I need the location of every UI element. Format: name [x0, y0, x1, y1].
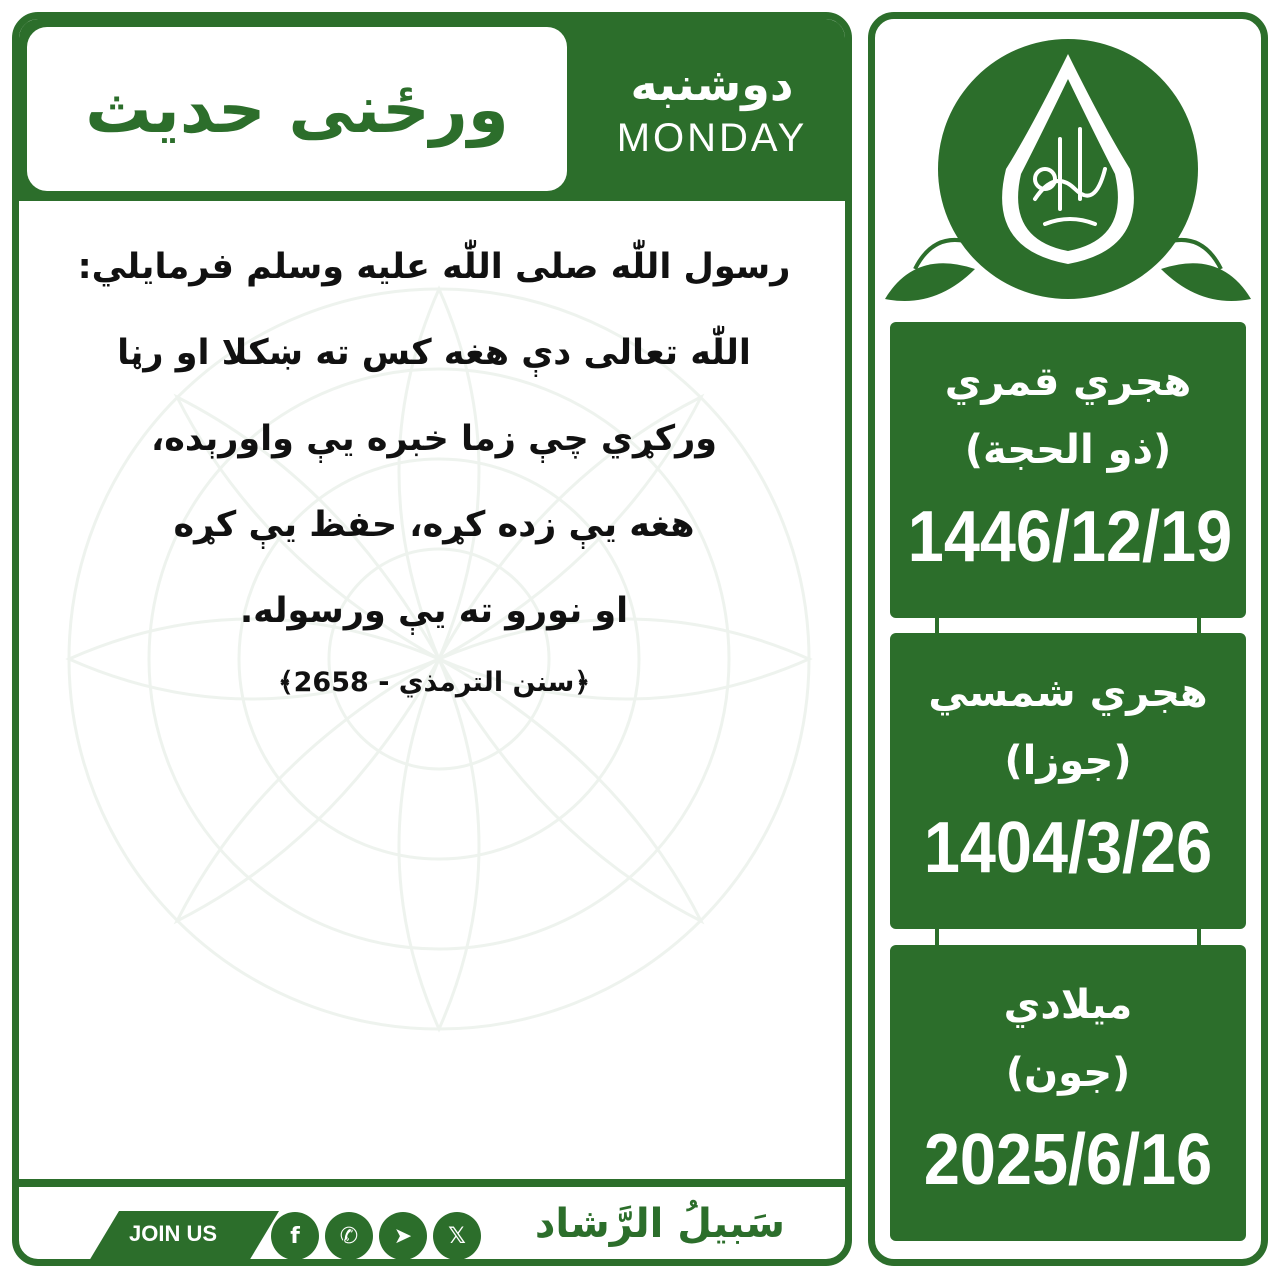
- hijri-solar-date: 1404/3/26: [923, 808, 1213, 888]
- card-connector: [1197, 929, 1201, 945]
- hadith-line: اللّٰه تعالی دې هغه کس ته ښکلا او رڼا: [117, 333, 751, 373]
- day-box: [579, 19, 845, 201]
- card-connector: [935, 929, 939, 945]
- gregorian-date: 2025/6/16: [923, 1120, 1213, 1200]
- facebook-icon[interactable]: f: [271, 1212, 319, 1260]
- x-icon[interactable]: 𝕏: [433, 1212, 481, 1260]
- hijri-solar-label: هجري شمسي: [928, 670, 1208, 716]
- hadith-source: ﴿سنن الترمذي - 2658﴾: [277, 667, 591, 698]
- telegram-icon[interactable]: ➤: [379, 1212, 427, 1260]
- calendar-panel: [868, 12, 1268, 1266]
- hadith-line: هغه یې زده کړه، حفظ یې کړه: [173, 505, 695, 545]
- hijri-lunar-month: (ذو الحجة): [964, 427, 1172, 473]
- hijri-solar-month: (جوزا): [1004, 738, 1132, 784]
- footer-brand: سَبیلُ الرَّشاد: [534, 1201, 785, 1247]
- footer-divider: [19, 1179, 845, 1187]
- title-box: [27, 27, 567, 191]
- hadith-line: ورکړي چې زما خبره یې واورېده،: [150, 419, 718, 459]
- hijri-lunar-date: 1446/12/19: [907, 497, 1233, 577]
- hadith-line: او نورو ته یې ورسوله.: [239, 591, 629, 631]
- day-pashto: دوشنبه: [630, 57, 794, 112]
- gregorian-card: [890, 945, 1246, 1241]
- hadith-text: [49, 224, 819, 654]
- card-connector: [935, 618, 939, 634]
- hadith-line: رسول اللّٰه صلی اللّٰه علیه وسلم فرمایلي:: [77, 247, 791, 287]
- hijri-lunar-card: [890, 322, 1246, 618]
- whatsapp-icon[interactable]: ✆: [325, 1212, 373, 1260]
- header-bar: [19, 19, 845, 201]
- gregorian-month: (جون): [1005, 1050, 1131, 1096]
- gregorian-label: میلادي: [1003, 982, 1133, 1028]
- logo-emblem: [875, 19, 1261, 319]
- footer: [19, 1179, 845, 1266]
- hijri-lunar-label: هجري قمري: [944, 359, 1192, 405]
- card-connector: [1197, 618, 1201, 634]
- join-us-link[interactable]: JOIN US: [129, 1221, 218, 1246]
- page-title: ورځنی حدیث: [85, 70, 509, 148]
- hijri-solar-card: [890, 633, 1246, 929]
- hadith-panel: [12, 12, 852, 1266]
- day-english: MONDAY: [616, 115, 808, 160]
